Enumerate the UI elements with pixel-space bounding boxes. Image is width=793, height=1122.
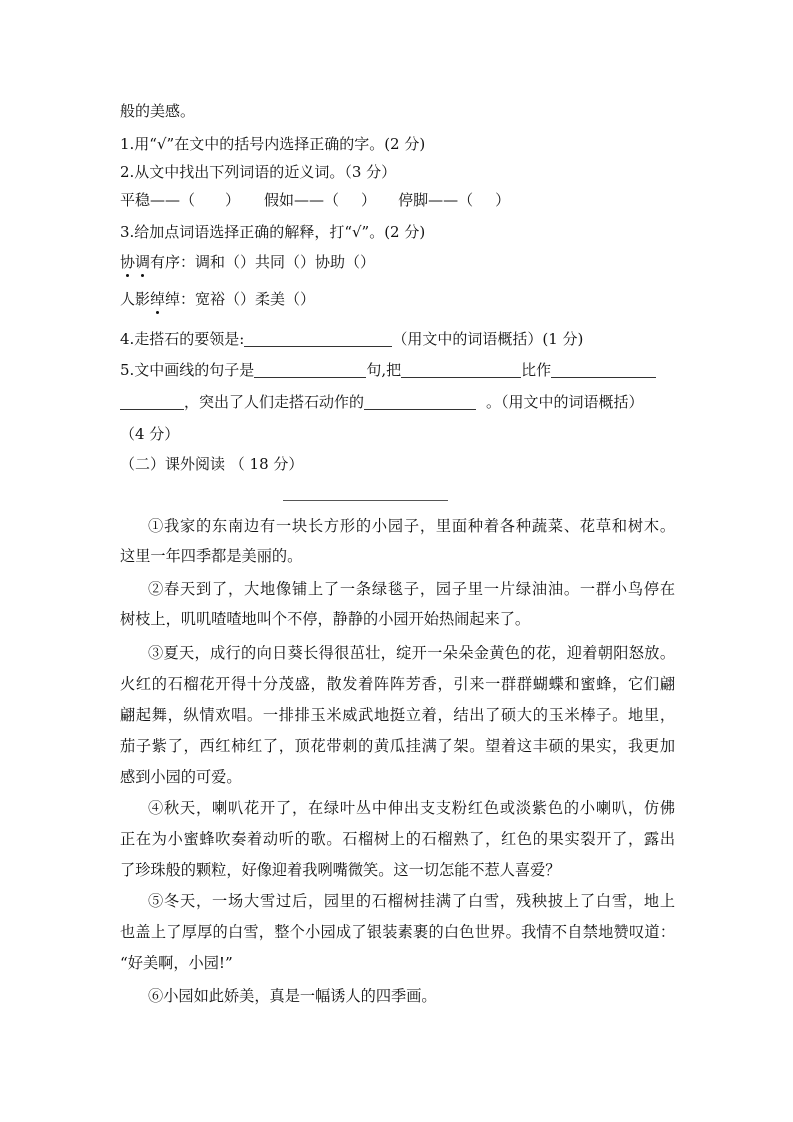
answer-blank[interactable] [244, 330, 392, 347]
dotted-char: 绰 [150, 290, 166, 308]
synonym-item-1: 平稳——（ [120, 191, 196, 209]
passage-line: 这里一年四季都是美丽的。 [120, 547, 303, 565]
question-3-item-a [120, 252, 375, 272]
synonym-item-2-close: ） [361, 191, 377, 209]
passage-line: 树枝上，叽叽喳喳地叫个不停，静静的小园开始热闹起来了。 [120, 610, 531, 628]
answer-blank[interactable] [401, 361, 521, 378]
question-3-item-b [120, 289, 315, 309]
synonym-item-1-close: ） [225, 191, 241, 209]
answer-blank[interactable] [551, 361, 656, 378]
passage-line: ⑤冬天，一场大雪过后，园里的石榴树挂满了白雪，残秧披上了白雪，地上 [148, 892, 675, 910]
answer-blank[interactable] [120, 393, 184, 410]
question-5-note: 。（用文中的词语概括） [486, 393, 644, 411]
question-5-text-a: 句,把 [366, 361, 402, 379]
synonym-item-3: 停脚——（ [398, 191, 474, 209]
dotted-char: 协 [120, 253, 136, 271]
passage-line: ③夏天，成行的向日葵长得很茁壮，绽开一朵朵金黄色的花，迎着朝阳怒放。 [148, 644, 675, 662]
passage-line: 感到小园的可爱。 [120, 768, 242, 786]
question-4-prompt: 4.走搭石的要领是: [120, 330, 245, 348]
separator-line [283, 500, 448, 501]
passage-line: ⑥小园如此娇美，真是一幅诱人的四季画。 [148, 987, 437, 1005]
dotted-char: 调 [135, 253, 151, 271]
passage-line: “好美啊，小园!” [120, 954, 233, 972]
passage-line: ②春天到了，大地像铺上了一条绿毯子，园子里一片绿油油。一群小鸟停在 [148, 580, 675, 598]
passage-line: 也盖上了厚厚的白雪，整个小园成了银装素裹的白色世界。我情不自禁地赞叹道： [120, 923, 675, 941]
question-5-text-b: 比作 [521, 361, 552, 379]
question-3-item-a-options: 有序：调和（）共同（）协助（） [150, 253, 376, 271]
synonym-item-2: 假如——（ [264, 191, 340, 209]
question-4 [120, 329, 583, 349]
section-title: （二）课外阅读 （ 18 分） [120, 455, 304, 473]
question-3-item-b-word: 人影 [120, 290, 151, 308]
answer-blank[interactable] [254, 361, 366, 378]
question-1: 1.用“√”在文中的括号内选择正确的字。(2 分) [120, 135, 426, 153]
passage-line: ①我家的东南边有一块长方形的小园子，里面种着各种蔬菜、花草和树木。 [148, 517, 675, 535]
passage-line: 翩起舞，纵情欢唱。一排排玉米威武地挺立着，结出了硕大的玉米棒子。地里， [120, 706, 675, 724]
intro-tail-text: 般的美感。 [120, 102, 196, 120]
question-4-note: （用文中的词语概括）(1 分) [392, 330, 584, 348]
passage-line: 茄子紫了，西红柿红了，顶花带刺的黄瓜挂满了架。望着这丰硕的果实，我更加 [120, 737, 675, 755]
question-5-points: （4 分） [120, 425, 180, 443]
question-3-item-b-options: 绰：宽裕（）柔美（） [165, 290, 316, 308]
passage-line: 了珍珠般的颗粒，好像迎着我咧嘴微笑。这一切怎能不惹人喜爱？ [120, 861, 561, 879]
question-5-line-2 [120, 392, 644, 412]
question-2: 2.从文中找出下列词语的近义词。（3 分） [120, 163, 397, 181]
answer-blank[interactable] [364, 393, 476, 410]
question-3: 3.给加点词语选择正确的解释，打“√”。(2 分) [120, 223, 426, 241]
passage-line: ④秋天，喇叭花开了，在绿叶丛中伸出支支粉红色或淡紫色的小喇叭，仿佛 [148, 799, 675, 817]
synonym-item-3-close: ） [495, 191, 511, 209]
question-2-items [120, 190, 510, 210]
passage-line: 正在为小蜜蜂吹奏着动听的歌。石榴树上的石榴熟了，红色的果实裂开了，露出 [120, 830, 675, 848]
question-5-text-c: ，突出了人们走搭石动作的 [184, 393, 365, 411]
question-5-line-1 [120, 360, 656, 380]
question-5-prompt: 5.文中画线的句子是 [120, 361, 255, 379]
passage-line: 火红的石榴花开得十分茂盛，散发着阵阵芳香，引来一群群蝴蝶和蜜蜂，它们翩 [120, 675, 675, 693]
